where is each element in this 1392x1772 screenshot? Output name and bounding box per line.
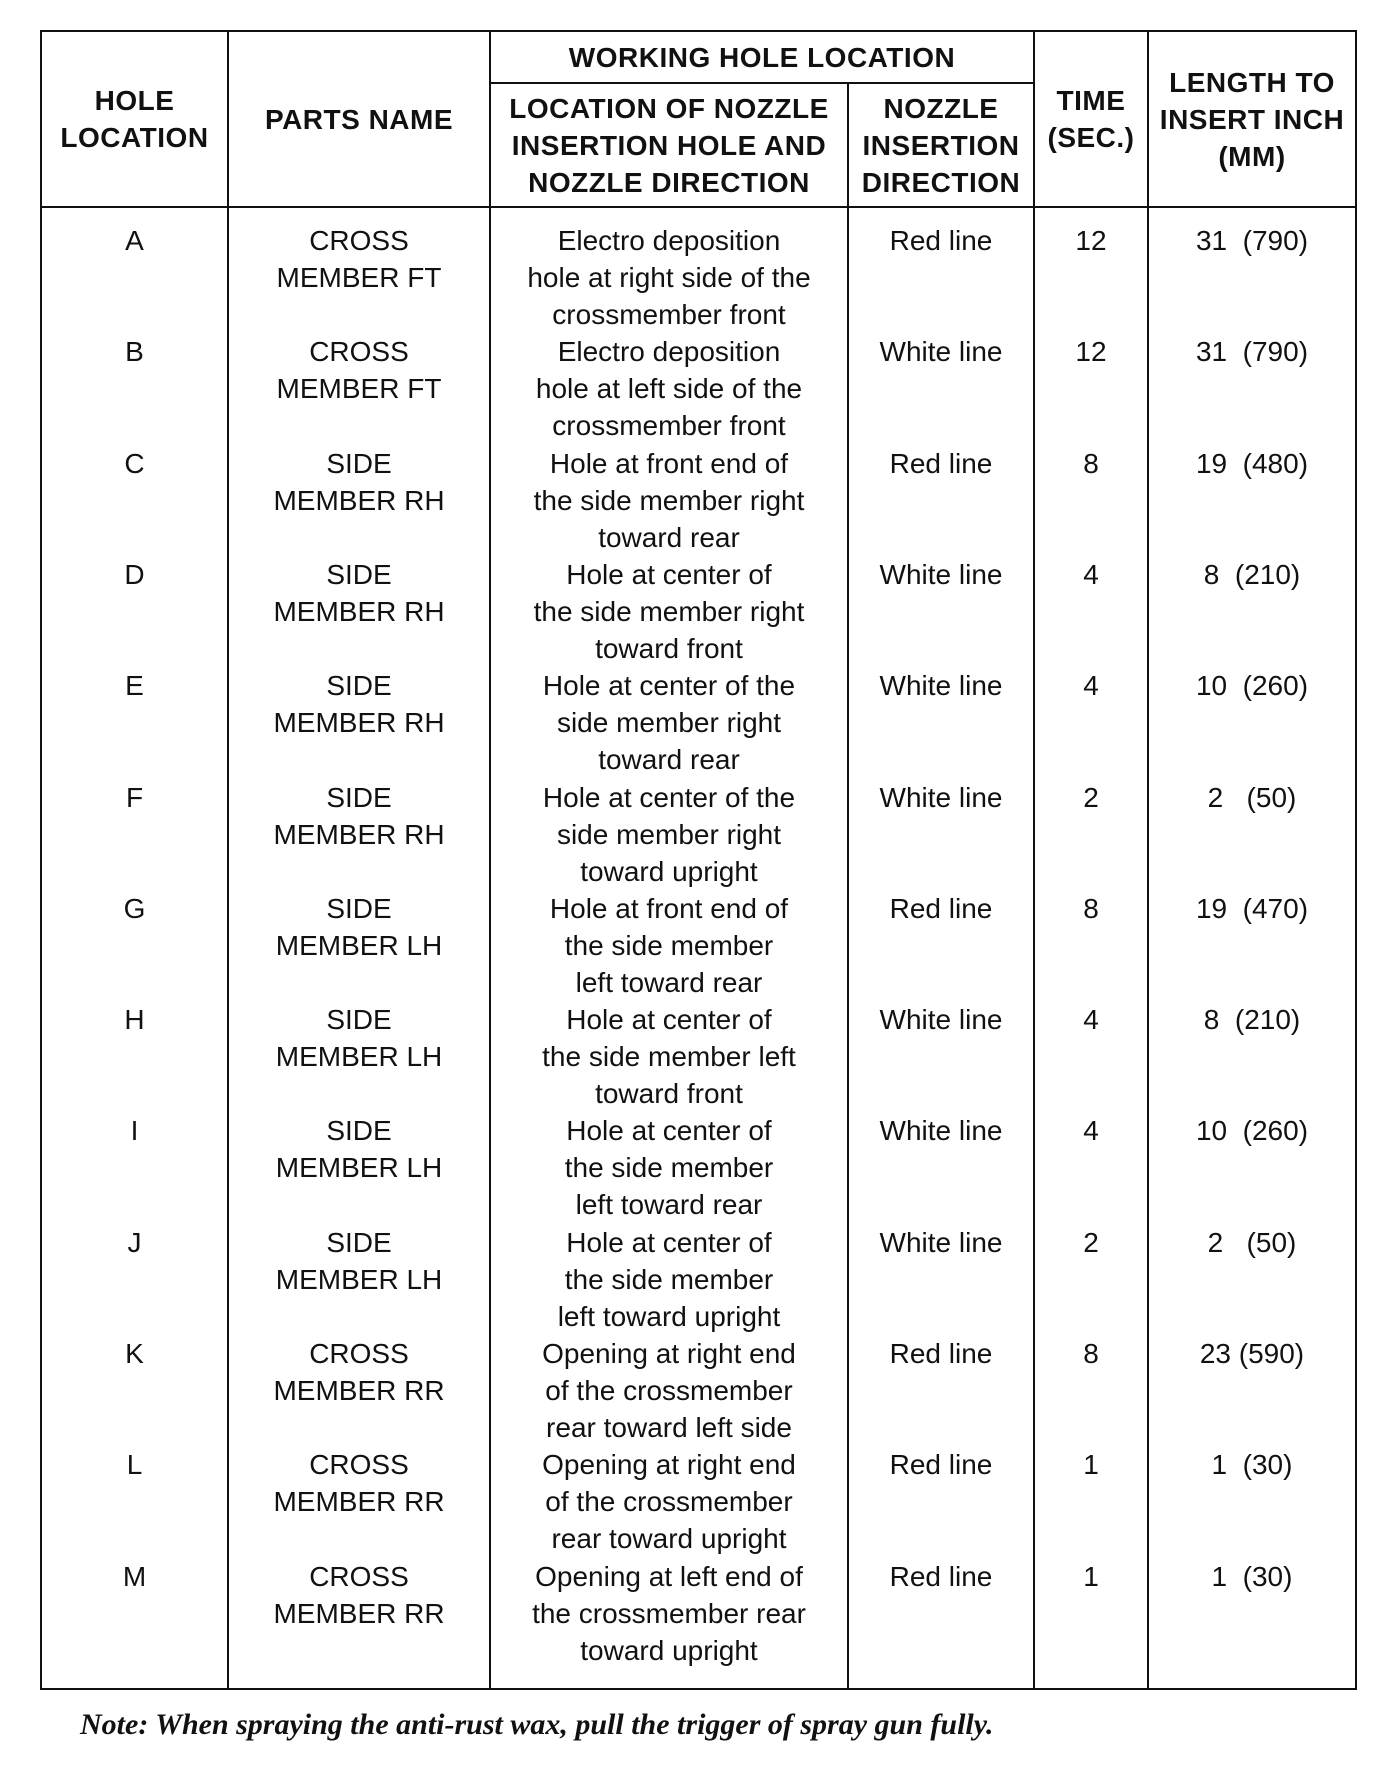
header-parts-name: PARTS NAME: [228, 31, 490, 207]
parts-name-line: MEMBER RH: [273, 595, 445, 627]
insertion-location-line: Hole at front end of: [549, 447, 789, 479]
time-cell: 2: [1034, 779, 1148, 890]
insertion-location-cell: [490, 1224, 848, 1335]
insertion-location-line: left toward rear: [575, 966, 763, 998]
parts-name-line: SIDE: [326, 670, 392, 702]
table-row: [41, 1558, 1356, 1689]
time-cell: 1: [1034, 1446, 1148, 1557]
hole-location-cell: M: [41, 1558, 228, 1689]
parts-name-line: MEMBER RR: [273, 1486, 445, 1518]
parts-name-line: MEMBER RR: [273, 1375, 445, 1406]
time-cell: 2: [1034, 1224, 1148, 1335]
hole-location-cell: J: [41, 1224, 228, 1335]
header-length-to-insert: LENGTH TO INSERT INCH (MM): [1148, 31, 1356, 207]
insertion-location-line: Electro deposition: [557, 225, 781, 256]
parts-name-line: SIDE: [326, 447, 392, 479]
hole-location-cell: I: [41, 1112, 228, 1223]
insertion-location-line: the side member: [564, 1152, 774, 1184]
parts-name-cell: [228, 1001, 490, 1112]
hole-location-cell: L: [41, 1446, 228, 1557]
insertion-location-cell: [490, 1112, 848, 1223]
insertion-direction-cell: Red line: [848, 445, 1034, 556]
insertion-location-line: Hole at front end of: [549, 892, 789, 924]
insertion-location-line: rear toward upright: [551, 1523, 787, 1555]
length-cell: 8 (210): [1148, 1001, 1356, 1112]
parts-name-line: SIDE: [326, 1115, 392, 1147]
hole-location-cell: C: [41, 445, 228, 556]
insertion-direction-cell: White line: [848, 556, 1034, 667]
hole-location-cell: B: [41, 333, 228, 444]
parts-name-line: SIDE: [326, 1226, 392, 1258]
hole-location-cell: H: [41, 1001, 228, 1112]
time-cell: 12: [1034, 333, 1148, 444]
insertion-location-cell: [490, 1335, 848, 1446]
parts-name-cell: [228, 1112, 490, 1223]
insertion-location-line: Opening at left end of: [535, 1560, 803, 1592]
length-cell: 31 (790): [1148, 333, 1356, 444]
insertion-direction-cell: Red line: [848, 207, 1034, 333]
hole-location-cell: K: [41, 1335, 228, 1446]
insertion-location-line: toward upright: [580, 1634, 758, 1666]
insertion-location-line: Hole at center of the: [542, 781, 796, 813]
insertion-location-cell: [490, 207, 848, 333]
insertion-location-line: the side member: [564, 1263, 774, 1295]
insertion-location-line: Hole at center of: [566, 1226, 772, 1258]
parts-name-cell: [228, 1558, 490, 1689]
table-body: [41, 207, 1356, 1689]
time-cell: 12: [1034, 207, 1148, 333]
time-cell: 4: [1034, 1001, 1148, 1112]
insertion-location-cell: [490, 445, 848, 556]
time-cell: 4: [1034, 556, 1148, 667]
insertion-direction-cell: White line: [848, 667, 1034, 778]
parts-name-line: CROSS: [309, 336, 409, 368]
length-cell: 8 (210): [1148, 556, 1356, 667]
parts-name-line: MEMBER LH: [275, 929, 443, 961]
header-hole-location: HOLE LOCATION: [41, 31, 228, 207]
parts-name-line: MEMBER LH: [275, 1263, 443, 1295]
insertion-direction-cell: White line: [848, 1224, 1034, 1335]
table-row: [41, 1224, 1356, 1335]
length-cell: 2 (50): [1148, 1224, 1356, 1335]
hole-location-cell: E: [41, 667, 228, 778]
spec-sheet: [40, 30, 1355, 1690]
insertion-location-line: Hole at center of the: [542, 670, 796, 702]
insertion-location-line: of the crossmember: [545, 1486, 793, 1518]
insertion-location-line: the side member right: [533, 484, 805, 516]
insertion-location-line: toward upright: [580, 855, 758, 887]
header-working-hole-location: WORKING HOLE LOCATION: [490, 31, 1034, 83]
insertion-location-line: hole at left side of the: [535, 373, 803, 405]
parts-name-line: MEMBER RH: [273, 484, 445, 516]
insertion-direction-cell: White line: [848, 1112, 1034, 1223]
length-cell: 1 (30): [1148, 1446, 1356, 1557]
insertion-location-cell: [490, 1446, 848, 1557]
parts-name-cell: [228, 890, 490, 1001]
parts-name-cell: [228, 1446, 490, 1557]
time-cell: 8: [1034, 890, 1148, 1001]
hole-location-cell: A: [41, 207, 228, 333]
insertion-location-line: toward front: [595, 1078, 743, 1110]
insertion-location-line: left toward rear: [575, 1189, 763, 1221]
insertion-location-line: left toward upright: [557, 1300, 781, 1332]
insertion-location-cell: [490, 556, 848, 667]
insertion-location-cell: [490, 890, 848, 1001]
insertion-direction-cell: White line: [848, 333, 1034, 444]
table-row: [41, 556, 1356, 667]
length-cell: 19 (480): [1148, 445, 1356, 556]
hole-location-cell: G: [41, 890, 228, 1001]
length-cell: 19 (470): [1148, 890, 1356, 1001]
table-row: [41, 445, 1356, 556]
insertion-direction-cell: Red line: [848, 1335, 1034, 1446]
insertion-location-line: toward rear: [598, 521, 740, 553]
parts-name-line: CROSS: [309, 1449, 409, 1481]
length-cell: 10 (260): [1148, 667, 1356, 778]
table-row: [41, 779, 1356, 890]
parts-name-line: CROSS: [309, 1560, 409, 1592]
insertion-location-cell: [490, 1558, 848, 1689]
parts-name-cell: [228, 1224, 490, 1335]
parts-name-line: SIDE: [326, 781, 392, 813]
table-row: [41, 1112, 1356, 1223]
parts-name-line: MEMBER RH: [273, 818, 445, 850]
header-time: TIME (SEC.): [1034, 31, 1148, 207]
header-insertion-direction: NOZZLE INSERTION DIRECTION: [848, 83, 1034, 207]
parts-name-cell: [228, 1335, 490, 1446]
parts-name-line: MEMBER RR: [273, 1597, 445, 1629]
parts-name-line: SIDE: [326, 892, 392, 924]
insertion-location-line: hole at right side of the: [527, 262, 811, 293]
insertion-location-line: toward rear: [598, 744, 740, 776]
length-cell: 2 (50): [1148, 779, 1356, 890]
parts-name-cell: [228, 445, 490, 556]
length-cell: 1 (30): [1148, 1558, 1356, 1689]
parts-name-line: MEMBER LH: [275, 1041, 443, 1073]
time-cell: 4: [1034, 1112, 1148, 1223]
length-cell: 31 (790): [1148, 207, 1356, 333]
hole-location-cell: F: [41, 779, 228, 890]
insertion-location-line: Opening at right end: [542, 1449, 796, 1481]
insertion-location-line: Hole at center of: [566, 558, 772, 590]
parts-name-line: MEMBER RH: [273, 707, 445, 739]
insertion-location-line: toward front: [595, 632, 743, 664]
insertion-direction-cell: Red line: [848, 890, 1034, 1001]
table-row: [41, 1001, 1356, 1112]
insertion-location-line: crossmember front: [552, 299, 786, 330]
insertion-location-line: the side member: [564, 929, 774, 961]
time-cell: 4: [1034, 667, 1148, 778]
parts-name-line: SIDE: [326, 1004, 392, 1036]
parts-name-line: CROSS: [309, 1338, 409, 1369]
parts-name-line: SIDE: [326, 558, 392, 590]
insertion-location-line: rear toward left side: [546, 1412, 792, 1443]
parts-name-line: MEMBER FT: [276, 262, 442, 293]
insertion-location-line: Hole at center of: [566, 1004, 772, 1036]
parts-name-line: MEMBER FT: [276, 373, 442, 405]
parts-name-cell: [228, 779, 490, 890]
parts-name-line: MEMBER LH: [275, 1152, 443, 1184]
insertion-location-cell: [490, 333, 848, 444]
hole-location-cell: D: [41, 556, 228, 667]
length-cell: 10 (260): [1148, 1112, 1356, 1223]
table-row: [41, 207, 1356, 333]
time-cell: 8: [1034, 445, 1148, 556]
parts-name-cell: [228, 207, 490, 333]
parts-name-cell: [228, 333, 490, 444]
insertion-location-line: side member right: [556, 707, 782, 739]
parts-name-cell: [228, 667, 490, 778]
spray-note: Note: When spraying the anti-rust wax, pull the trigger of spray gun fully.: [80, 1708, 994, 1741]
insertion-location-cell: [490, 1001, 848, 1112]
insertion-location-cell: [490, 667, 848, 778]
table-row: [41, 667, 1356, 778]
insertion-location-line: Hole at center of: [566, 1115, 772, 1147]
wax-injection-table: [40, 30, 1357, 1690]
length-cell: 23 (590): [1148, 1335, 1356, 1446]
insertion-location-line: crossmember front: [552, 410, 786, 442]
insertion-location-line: Opening at right end: [542, 1338, 796, 1369]
insertion-location-line: the side member right: [533, 595, 805, 627]
time-cell: 8: [1034, 1335, 1148, 1446]
insertion-location-line: the side member left: [542, 1041, 796, 1073]
insertion-direction-cell: Red line: [848, 1558, 1034, 1689]
insertion-direction-cell: White line: [848, 1001, 1034, 1112]
table-row: [41, 1335, 1356, 1446]
table-row: [41, 1446, 1356, 1557]
insertion-location-line: side member right: [556, 818, 782, 850]
header-insertion-location: LOCATION OF NOZZLE INSERTION HOLE AND NOZZLE DIRECTION: [490, 83, 848, 207]
table-row: [41, 333, 1356, 444]
insertion-direction-cell: Red line: [848, 1446, 1034, 1557]
parts-name-cell: [228, 556, 490, 667]
insertion-location-line: the crossmember rear: [532, 1597, 806, 1629]
time-cell: 1: [1034, 1558, 1148, 1689]
table-row: [41, 890, 1356, 1001]
parts-name-line: CROSS: [309, 225, 409, 256]
insertion-direction-cell: White line: [848, 779, 1034, 890]
insertion-location-line: of the crossmember: [545, 1375, 793, 1406]
insertion-location-line: Electro deposition: [557, 336, 781, 368]
insertion-location-cell: [490, 779, 848, 890]
